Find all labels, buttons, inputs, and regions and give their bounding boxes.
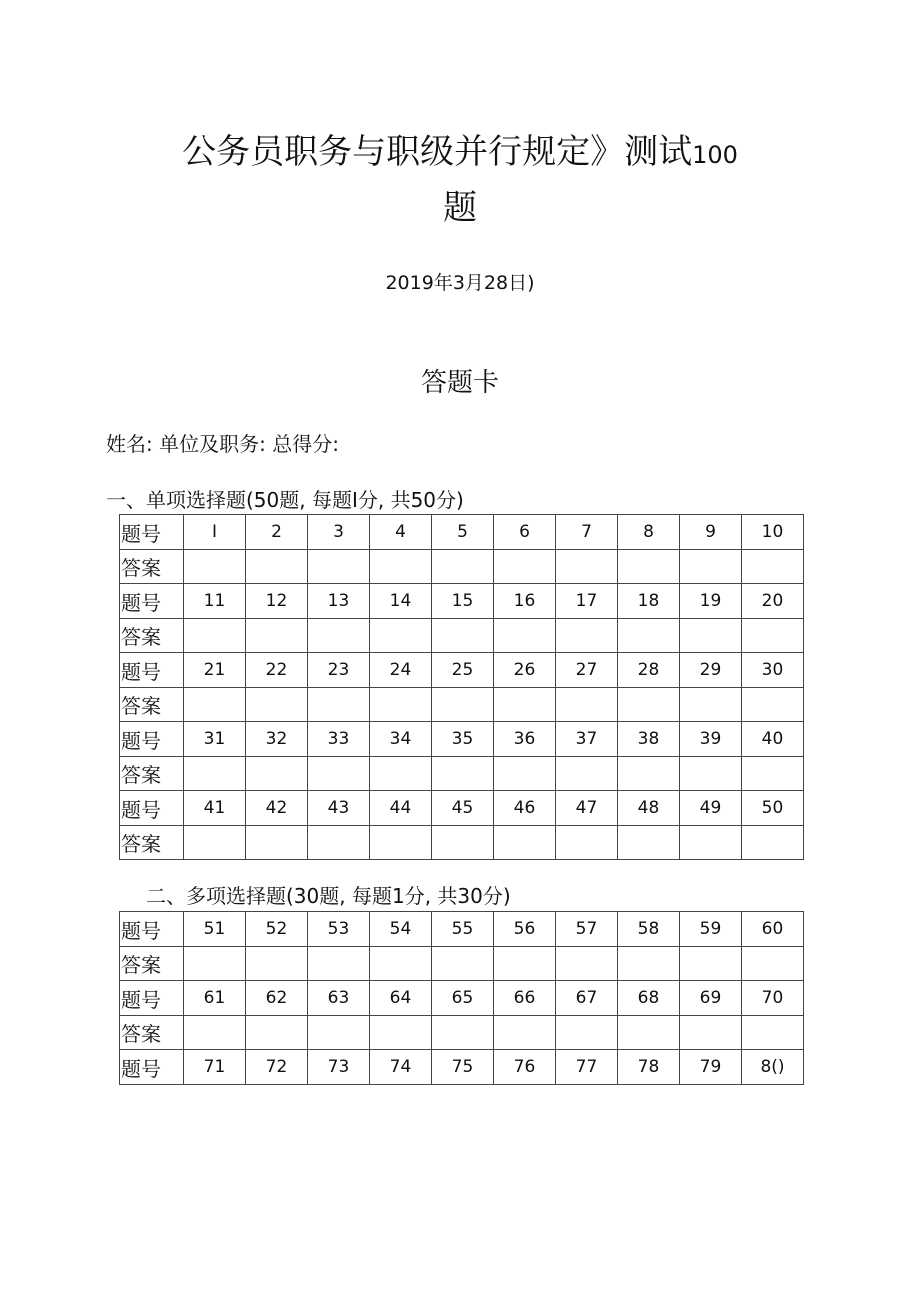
question-number-cell: 56 (494, 912, 556, 947)
question-number-cell: 8 (618, 515, 680, 550)
question-number-cell: 35 (432, 722, 494, 757)
answer-cell[interactable] (184, 619, 246, 653)
question-number-cell: 64 (370, 981, 432, 1016)
answer-cell[interactable] (432, 947, 494, 981)
question-number-cell: 25 (432, 653, 494, 688)
question-number-cell: 46 (494, 791, 556, 826)
answer-cell[interactable] (556, 550, 618, 584)
answer-cell[interactable] (618, 550, 680, 584)
answer-cell[interactable] (742, 688, 804, 722)
question-number-cell: 73 (308, 1050, 370, 1085)
question-number-cell: 44 (370, 791, 432, 826)
question-number-row (120, 653, 804, 688)
question-number-cell: 57 (556, 912, 618, 947)
question-number-cell: 60 (742, 912, 804, 947)
question-number-cell: 54 (370, 912, 432, 947)
question-number-cell: 70 (742, 981, 804, 1016)
answer-cell[interactable] (246, 757, 308, 791)
answer-cell[interactable] (494, 826, 556, 860)
answer-row (120, 826, 804, 860)
answer-cell[interactable] (742, 550, 804, 584)
answer-cell[interactable] (370, 1016, 432, 1050)
answer-cell[interactable] (184, 688, 246, 722)
answer-cell[interactable] (184, 757, 246, 791)
question-number-cell: 6 (494, 515, 556, 550)
question-number-cell: 3 (308, 515, 370, 550)
answer-cell[interactable] (246, 619, 308, 653)
answer-cell[interactable] (370, 619, 432, 653)
question-number-cell: 22 (246, 653, 308, 688)
question-number-cell: 40 (742, 722, 804, 757)
row-label-answer: 答案 (120, 757, 184, 791)
question-number-cell: 76 (494, 1050, 556, 1085)
answer-row (120, 757, 804, 791)
answer-cell[interactable] (308, 757, 370, 791)
question-number-cell: 10 (742, 515, 804, 550)
question-number-cell: 29 (680, 653, 742, 688)
question-number-cell: 19 (680, 584, 742, 619)
question-number-row (120, 515, 804, 550)
answer-cell[interactable] (432, 826, 494, 860)
question-number-cell: 28 (618, 653, 680, 688)
question-number-cell: 42 (246, 791, 308, 826)
question-number-cell: 69 (680, 981, 742, 1016)
question-number-row (120, 1050, 804, 1085)
question-number-cell: 45 (432, 791, 494, 826)
question-number-cell: 31 (184, 722, 246, 757)
answer-cell[interactable] (494, 947, 556, 981)
row-label-question: 题号 (120, 981, 184, 1016)
answer-cell[interactable] (618, 757, 680, 791)
answer-cell[interactable] (370, 947, 432, 981)
answer-cell[interactable] (184, 826, 246, 860)
answer-cell[interactable] (308, 619, 370, 653)
section-1-heading: 一、单项选择题(50题, 每题I分, 共50分) (106, 488, 464, 512)
row-label-question: 题号 (120, 912, 184, 947)
question-number-cell: 67 (556, 981, 618, 1016)
question-number-row (120, 791, 804, 826)
question-number-cell: 17 (556, 584, 618, 619)
answer-cell[interactable] (556, 757, 618, 791)
question-number-cell: 18 (618, 584, 680, 619)
answer-cell[interactable] (680, 1016, 742, 1050)
question-number-cell: 8() (742, 1050, 804, 1085)
question-number-cell: 5 (432, 515, 494, 550)
question-number-cell: 34 (370, 722, 432, 757)
answer-cell[interactable] (680, 947, 742, 981)
row-label-question: 题号 (120, 515, 184, 550)
question-number-cell: 13 (308, 584, 370, 619)
question-number-cell: 15 (432, 584, 494, 619)
question-number-cell: 61 (184, 981, 246, 1016)
answer-cell[interactable] (308, 1016, 370, 1050)
answer-cell[interactable] (308, 550, 370, 584)
question-number-cell: 36 (494, 722, 556, 757)
question-number-cell: 12 (246, 584, 308, 619)
question-number-cell: 11 (184, 584, 246, 619)
question-number-cell: 78 (618, 1050, 680, 1085)
question-number-cell: 50 (742, 791, 804, 826)
answer-card-heading: 答题卡 (420, 368, 499, 398)
question-number-cell: 16 (494, 584, 556, 619)
question-number-cell: 27 (556, 653, 618, 688)
question-number-cell: 53 (308, 912, 370, 947)
question-number-cell: 75 (432, 1050, 494, 1085)
info-line: 姓名: 单位及职务: 总得分: (106, 432, 339, 456)
answer-row (120, 1016, 804, 1050)
answer-cell[interactable] (742, 947, 804, 981)
answer-cell[interactable] (494, 1016, 556, 1050)
question-number-cell: 66 (494, 981, 556, 1016)
question-number-cell: 30 (742, 653, 804, 688)
answer-row (120, 550, 804, 584)
question-number-cell: 9 (680, 515, 742, 550)
row-label-question: 题号 (120, 1050, 184, 1085)
answer-cell[interactable] (742, 757, 804, 791)
row-label-question: 题号 (120, 722, 184, 757)
answer-cell[interactable] (494, 757, 556, 791)
question-number-cell: 20 (742, 584, 804, 619)
row-label-answer: 答案 (120, 688, 184, 722)
question-number-cell: 49 (680, 791, 742, 826)
question-number-cell: 79 (680, 1050, 742, 1085)
question-number-cell: 58 (618, 912, 680, 947)
document-title-line-2: 题 (443, 188, 477, 228)
answer-cell[interactable] (184, 550, 246, 584)
answer-row (120, 688, 804, 722)
answer-cell[interactable] (556, 1016, 618, 1050)
answer-cell[interactable] (556, 826, 618, 860)
question-number-cell: 55 (432, 912, 494, 947)
answer-cell[interactable] (494, 550, 556, 584)
answer-cell[interactable] (308, 947, 370, 981)
answer-cell[interactable] (308, 688, 370, 722)
question-number-row (120, 584, 804, 619)
answer-cell[interactable] (680, 550, 742, 584)
question-number-cell: 68 (618, 981, 680, 1016)
answer-table-single-choice (119, 514, 804, 860)
row-label-answer: 答案 (120, 826, 184, 860)
answer-cell[interactable] (432, 1016, 494, 1050)
answer-cell[interactable] (246, 947, 308, 981)
answer-table-multiple-choice (119, 911, 804, 1085)
answer-cell[interactable] (618, 1016, 680, 1050)
question-number-cell: 65 (432, 981, 494, 1016)
answer-cell[interactable] (246, 688, 308, 722)
answer-cell[interactable] (246, 826, 308, 860)
question-number-cell: 4 (370, 515, 432, 550)
row-label-question: 题号 (120, 653, 184, 688)
answer-cell[interactable] (370, 550, 432, 584)
row-label-answer: 答案 (120, 947, 184, 981)
question-number-cell: I (184, 515, 246, 550)
answer-cell[interactable] (432, 757, 494, 791)
answer-row (120, 619, 804, 653)
document-title-line-1 (0, 128, 920, 179)
answer-cell[interactable] (742, 619, 804, 653)
question-number-row (120, 722, 804, 757)
question-number-cell: 59 (680, 912, 742, 947)
question-number-cell: 33 (308, 722, 370, 757)
answer-cell[interactable] (742, 826, 804, 860)
answer-cell[interactable] (370, 757, 432, 791)
question-number-cell: 77 (556, 1050, 618, 1085)
answer-cell[interactable] (494, 688, 556, 722)
question-number-cell: 23 (308, 653, 370, 688)
answer-cell[interactable] (370, 826, 432, 860)
answer-cell[interactable] (618, 947, 680, 981)
answer-cell[interactable] (246, 550, 308, 584)
question-number-row (120, 981, 804, 1016)
question-number-cell: 26 (494, 653, 556, 688)
answer-cell[interactable] (680, 757, 742, 791)
section-2-heading: 二、多项选择题(30题, 每题1分, 共30分) (146, 884, 511, 908)
question-number-cell: 21 (184, 653, 246, 688)
answer-cell[interactable] (370, 688, 432, 722)
answer-cell[interactable] (618, 826, 680, 860)
question-number-cell: 41 (184, 791, 246, 826)
row-label-question: 题号 (120, 791, 184, 826)
answer-cell[interactable] (184, 1016, 246, 1050)
document-date: 2019年3月28日) (385, 272, 535, 294)
answer-cell[interactable] (246, 1016, 308, 1050)
row-label-answer: 答案 (120, 619, 184, 653)
answer-cell[interactable] (680, 688, 742, 722)
answer-cell[interactable] (308, 826, 370, 860)
row-label-answer: 答案 (120, 1016, 184, 1050)
question-number-cell: 37 (556, 722, 618, 757)
question-number-row (120, 912, 804, 947)
question-number-cell: 7 (556, 515, 618, 550)
question-number-cell: 2 (246, 515, 308, 550)
answer-cell[interactable] (432, 550, 494, 584)
answer-cell[interactable] (556, 688, 618, 722)
row-label-answer: 答案 (120, 550, 184, 584)
answer-cell[interactable] (618, 619, 680, 653)
question-number-cell: 71 (184, 1050, 246, 1085)
answer-cell[interactable] (184, 947, 246, 981)
question-number-cell: 48 (618, 791, 680, 826)
answer-cell[interactable] (680, 826, 742, 860)
title-text: 公务员职务与职级并行规定》测试 (182, 132, 693, 172)
answer-cell[interactable] (618, 688, 680, 722)
question-number-cell: 39 (680, 722, 742, 757)
answer-cell[interactable] (556, 947, 618, 981)
question-number-cell: 32 (246, 722, 308, 757)
question-number-cell: 74 (370, 1050, 432, 1085)
answer-cell[interactable] (680, 619, 742, 653)
question-number-cell: 62 (246, 981, 308, 1016)
title-number: 100 (692, 141, 738, 169)
answer-cell[interactable] (432, 619, 494, 653)
question-number-cell: 72 (246, 1050, 308, 1085)
question-number-cell: 24 (370, 653, 432, 688)
answer-cell[interactable] (742, 1016, 804, 1050)
answer-row (120, 947, 804, 981)
question-number-cell: 43 (308, 791, 370, 826)
question-number-cell: 14 (370, 584, 432, 619)
row-label-question: 题号 (120, 584, 184, 619)
answer-cell[interactable] (494, 619, 556, 653)
question-number-cell: 52 (246, 912, 308, 947)
question-number-cell: 51 (184, 912, 246, 947)
question-number-cell: 47 (556, 791, 618, 826)
question-number-cell: 63 (308, 981, 370, 1016)
question-number-cell: 38 (618, 722, 680, 757)
answer-cell[interactable] (556, 619, 618, 653)
answer-cell[interactable] (432, 688, 494, 722)
